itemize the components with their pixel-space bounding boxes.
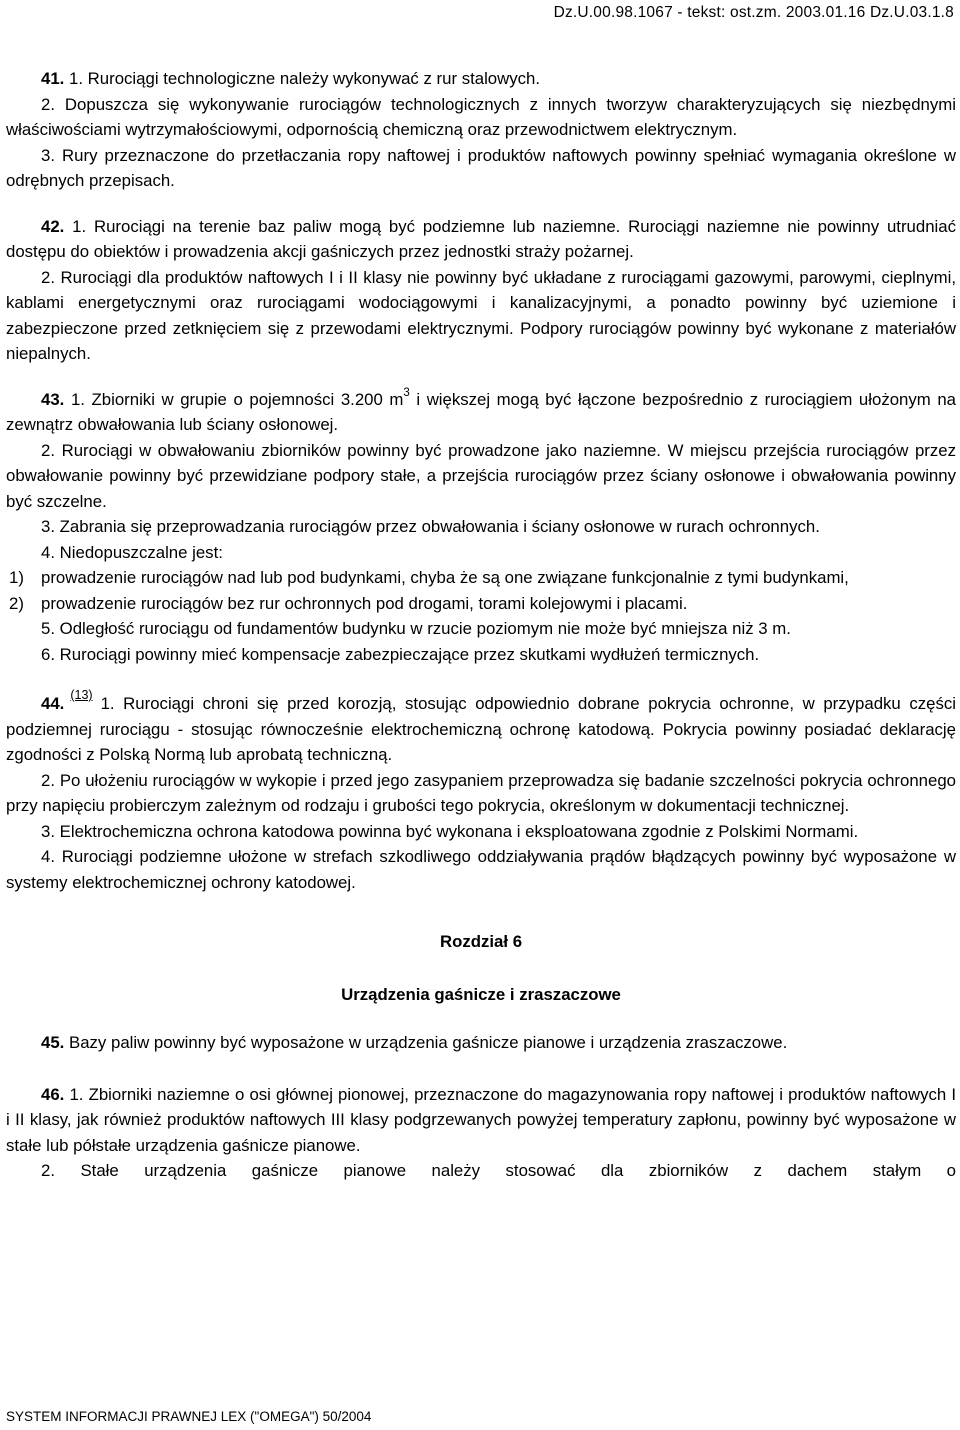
chapter-subtitle: Urządzenia gaśnicze i zraszaczowe bbox=[341, 984, 621, 1004]
section-46-para-1 bbox=[6, 1082, 956, 1159]
section-45-para-1 bbox=[6, 1030, 956, 1056]
section-43-para-5: 5. Odległość rurociągu od fundamentów budynku w rzucie poziomym nie może być mniejsza niż 3 m. bbox=[41, 619, 791, 638]
section-46-number: 46. bbox=[41, 1084, 65, 1104]
footnote-link[interactable]: (13) bbox=[70, 688, 93, 702]
section-43-para-2: 2. Rurociągi w obwałowaniu zbiorników powinny być prowadzone jako naziemne. W miejscu przejścia rurociągów przez obwałowanie powinny być przewidziane podpory stałe, a przejścia rurociągów przez ściany osłonowe i obwałowania powinny być szczelne. bbox=[6, 440, 956, 511]
section-45-number: 45. bbox=[41, 1033, 65, 1052]
section-43-para-4: 4. Niedopuszczalne jest: bbox=[41, 542, 223, 562]
list-item-2-number: 2) bbox=[9, 593, 24, 613]
section-43-number: 43. bbox=[41, 389, 65, 409]
list-item-1-number: 1) bbox=[9, 568, 24, 587]
section-41-number: 41. bbox=[41, 69, 65, 88]
section-41-para-1 bbox=[6, 66, 956, 92]
section-45-text-1: Bazy paliw powinny być wyposażone w urządzenia gaśnicze pianowe i urządzenia zraszaczowe. bbox=[69, 1033, 788, 1052]
page-footer: SYSTEM INFORMACJI PRAWNEJ LEX ("OMEGA") 50/2004 bbox=[6, 1409, 372, 1424]
list-item-1 bbox=[6, 565, 956, 591]
page-header: Dz.U.00.98.1067 - tekst: ost.zm. 2003.01.16 Dz.U.03.1.8 bbox=[553, 4, 954, 21]
section-44-para-1 bbox=[6, 688, 956, 768]
section-41-text-1: 1. Rurociągi technologiczne należy wykonywać z rur stalowych. bbox=[69, 69, 541, 88]
list-item-1-text: prowadzenie rurociągów nad lub pod budynkami, chyba że są one związane funkcjonalnie z tymi budynkami, bbox=[41, 568, 849, 587]
section-42-para-2: 2. Rurociągi dla produktów naftowych I i II klasy nie powinny być układane z rurociągami gazowymi, parowymi, cieplnymi, kablami energetycznymi oraz rurociągami wodociągowymi i kanalizacyjnymi, a ponadto powinny być uziemione i zabezpieczone przed zetknięciem się z przewodami elektrycznymi. Podpory rurociągów powinny być wykonane z materiałów niepalnych. bbox=[6, 267, 956, 363]
section-43-para-3: 3. Zabrania się przeprowadzania rurociągów przez obwałowania i ściany osłonowe w rurach ochronnych. bbox=[41, 517, 820, 536]
section-44-para-2: 2. Po ułożeniu rurociągów w wykopie i przed jego zasypaniem przeprowadza się badanie szczelności pokrycia ochronnego przy napięciu probierczym zależnym od rodzaju i grubości tego pokrycia, określonym w dokumentacji technicznej. bbox=[6, 770, 956, 815]
section-44-number: 44. bbox=[41, 694, 65, 713]
section-44-para-4: 4. Rurociągi podziemne ułożone w strefach szkodliwego oddziaływania prądów błądzących powinny być wyposażone w systemy elektrochemicznej ochrony katodowej. bbox=[6, 847, 956, 892]
section-46-para-2: 2. Stałe urządzenia gaśnicze pianowe należy stosować dla zbiorników z dachem stałym o bbox=[41, 1161, 956, 1180]
section-44-para-3: 3. Elektrochemiczna ochrona katodowa powinna być wykonana i eksploatowana zgodnie z Polskimi Normami. bbox=[41, 821, 859, 841]
section-42-para-1 bbox=[6, 214, 956, 265]
document-page bbox=[6, 0, 956, 1430]
section-43-para-1 bbox=[6, 387, 956, 438]
section-42-number: 42. bbox=[41, 216, 65, 236]
section-42-text-1: 1. Rurociągi na terenie baz paliw mogą być podziemne lub naziemne. Rurociągi naziemne nie powinny utrudniać dostępu do obiektów i prowadzenia akcji gaśniczych przez jednostki straży pożarnej. bbox=[6, 216, 956, 261]
superscript-3: 3 bbox=[403, 386, 410, 399]
list-item-2 bbox=[6, 591, 956, 617]
list-item-2-text: prowadzenie rurociągów bez rur ochronnych pod drogami, torami kolejowymi i placami. bbox=[41, 593, 688, 613]
section-46-text-1: 1. Zbiorniki naziemne o osi głównej pionowej, przeznaczone do magazynowania ropy naftowej i produktów naftowych I i II klasy, jak również produktów naftowych III klasy podgrzewanych powyżej temperatury zapłonu, powinny być wyposażone w stałe lub półstałe urządzenia gaśnicze pianowe. bbox=[6, 1084, 956, 1155]
section-44-text-1: 1. Rurociągi chroni się przed korozją, stosując odpowiednio dobrane pokrycia ochronne, w przypadku części podziemnej rurociągu - stosując równocześnie elektrochemiczną ochronę katodową. Pokrycia powinny posiadać deklarację zgodności z Polską Normą lub aprobatą techniczną. bbox=[6, 694, 956, 764]
section-43-para-6: 6. Rurociągi powinny mieć kompensacje zabezpieczające przez skutkami wydłużeń termicznych. bbox=[41, 644, 760, 664]
section-43-text-1a: 1. Zbiorniki w grupie o pojemności 3.200 m bbox=[70, 389, 404, 409]
chapter-title: Rozdział 6 bbox=[439, 932, 523, 951]
document-body bbox=[6, 66, 956, 1184]
section-43-text-1b: i większej mogą być łączone bezpośrednio z rurociągiem ułożonym na zewnątrz obwałowania lub ściany osłonowej. bbox=[6, 389, 957, 434]
section-41-para-3: 3. Rury przeznaczone do przetłaczania ropy naftowej i produktów naftowych powinny spełniać wymagania określone w odrębnych przepisach. bbox=[6, 145, 956, 190]
section-41-para-2: 2. Dopuszcza się wykonywanie rurociągów technologicznych z innych tworzyw charakteryzujących się niezbędnymi właściwościami wytrzymałościowymi, odpornością chemiczną oraz przewodnictwem elektrycznym. bbox=[6, 94, 956, 139]
